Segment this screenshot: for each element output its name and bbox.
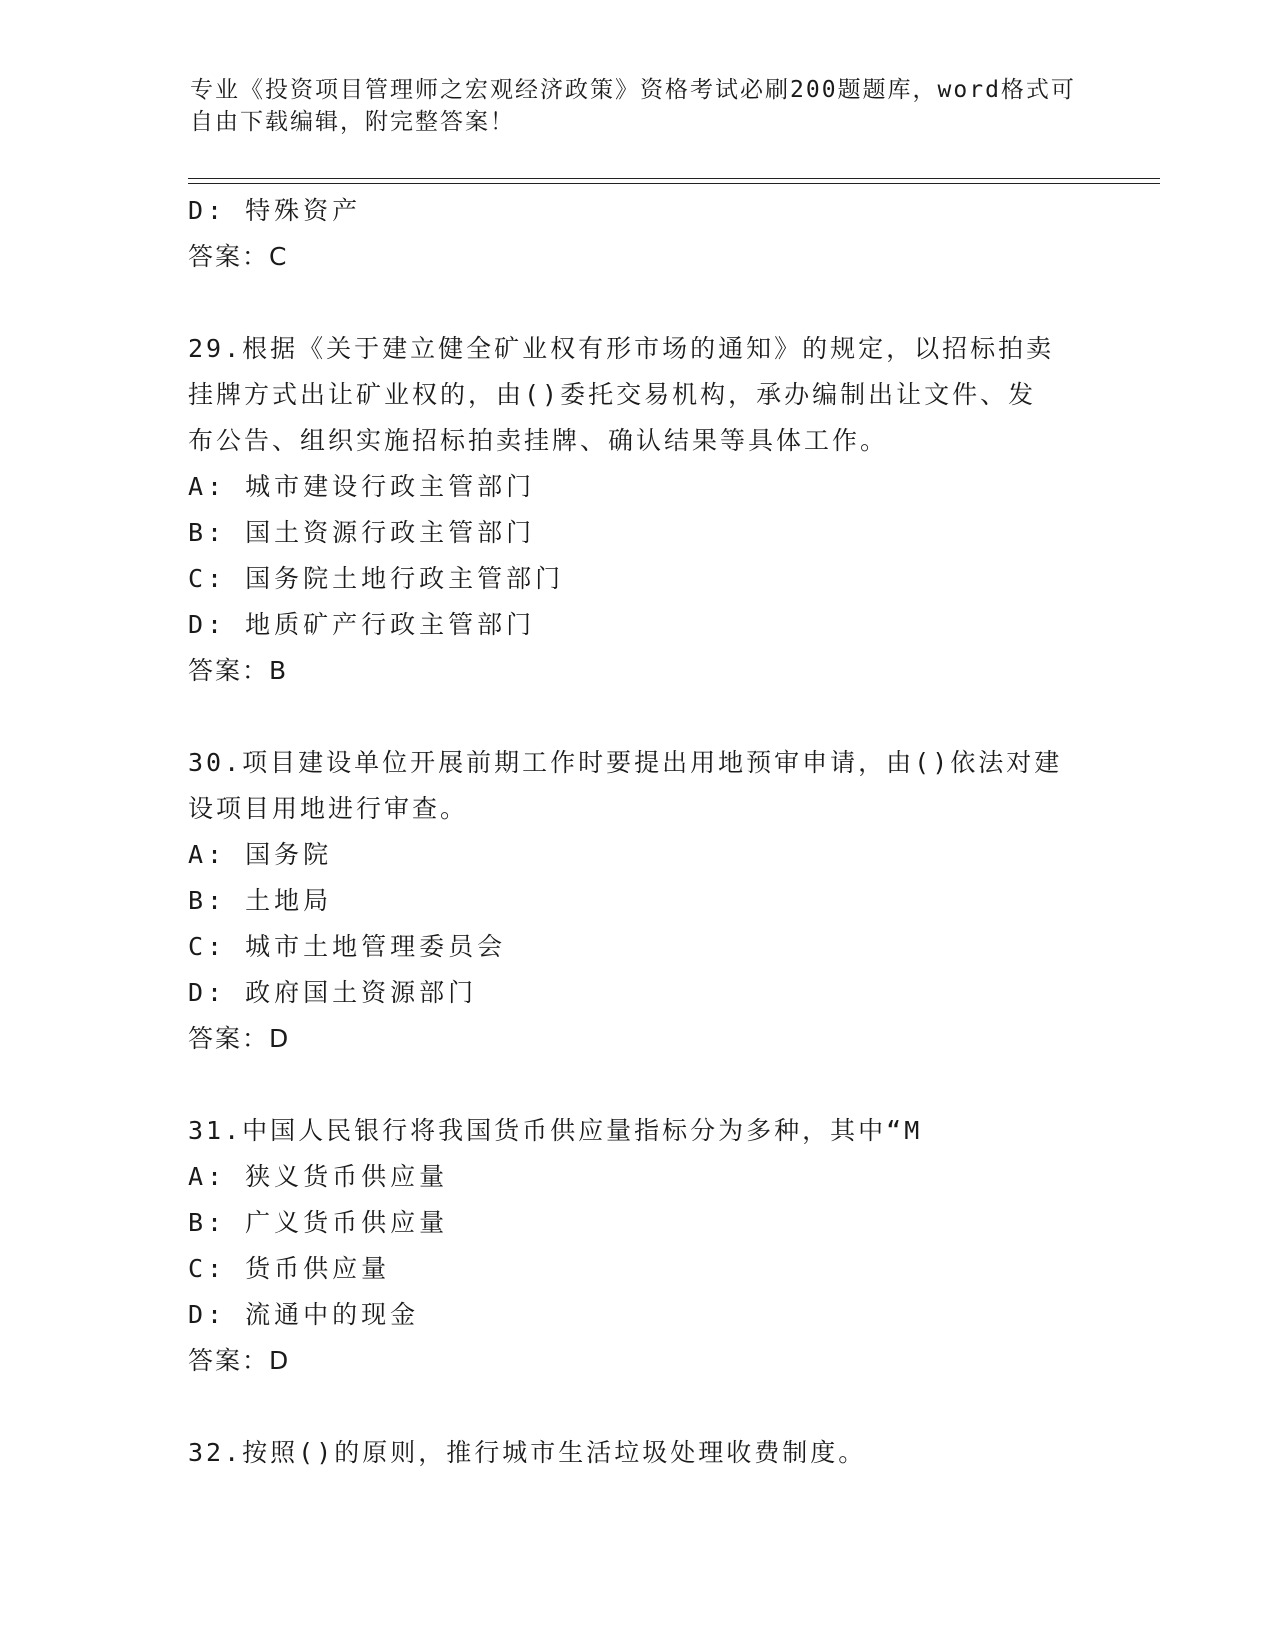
spacer — [188, 694, 1088, 740]
document-header — [190, 74, 1090, 138]
stem-line: 32.按照()的原则，推行城市生活垃圾处理收费制度。 — [188, 1438, 867, 1467]
option-d: D: 流通中的现金 — [188, 1300, 420, 1329]
answer-line: 答案：D — [188, 1024, 291, 1053]
stem-line: 挂牌方式出让矿业权的，由()委托交易机构，承办编制出让文件、发 — [188, 380, 1037, 409]
option-a: A: 狭义货币供应量 — [188, 1162, 449, 1191]
stem-line: 布公告、组织实施招标拍卖挂牌、确认结果等具体工作。 — [188, 426, 889, 455]
option-d: D: 特殊资产 — [188, 196, 362, 225]
question-stem — [188, 1430, 1088, 1476]
option-d: D: 地质矿产行政主管部门 — [188, 610, 536, 639]
answer-line: 答案：D — [188, 1346, 291, 1375]
answer-line: 答案：B — [188, 656, 289, 685]
spacer — [188, 280, 1088, 326]
spacer — [188, 1384, 1088, 1430]
option-c: C: 国务院土地行政主管部门 — [188, 564, 565, 593]
answer-line: 答案：C — [188, 242, 289, 271]
question-30 — [188, 740, 1088, 1062]
question-stem — [188, 740, 1088, 832]
question-29 — [188, 326, 1088, 694]
question-31 — [188, 1108, 1088, 1384]
question-28-tail — [188, 188, 1088, 280]
header-divider — [188, 178, 1160, 184]
spacer — [188, 1062, 1088, 1108]
stem-line: 31.中国人民银行将我国货币供应量指标分为多种，其中“M — [188, 1116, 923, 1145]
option-a: A: 城市建设行政主管部门 — [188, 472, 536, 501]
option-c: C: 货币供应量 — [188, 1254, 391, 1283]
question-list — [188, 188, 1088, 1476]
header-line-1: 专业《投资项目管理师之宏观经济政策》资格考试必刷200题题库，word格式可 — [190, 77, 1076, 103]
question-stem — [188, 1108, 1088, 1154]
question-stem — [188, 326, 1088, 464]
option-c: C: 城市土地管理委员会 — [188, 932, 507, 961]
question-32 — [188, 1430, 1088, 1476]
stem-line: 30.项目建设单位开展前期工作时要提出用地预审申请，由()依法对建 — [188, 748, 1063, 777]
stem-line: 设项目用地进行审查。 — [188, 794, 469, 823]
option-a: A: 国务院 — [188, 840, 333, 869]
option-b: B: 土地局 — [188, 886, 333, 915]
option-d: D: 政府国土资源部门 — [188, 978, 478, 1007]
option-b: B: 广义货币供应量 — [188, 1208, 449, 1237]
header-line-2: 自由下载编辑，附完整答案！ — [190, 109, 515, 135]
option-b: B: 国土资源行政主管部门 — [188, 518, 536, 547]
stem-line: 29.根据《关于建立健全矿业权有形市场的通知》的规定，以招标拍卖 — [188, 334, 1055, 363]
